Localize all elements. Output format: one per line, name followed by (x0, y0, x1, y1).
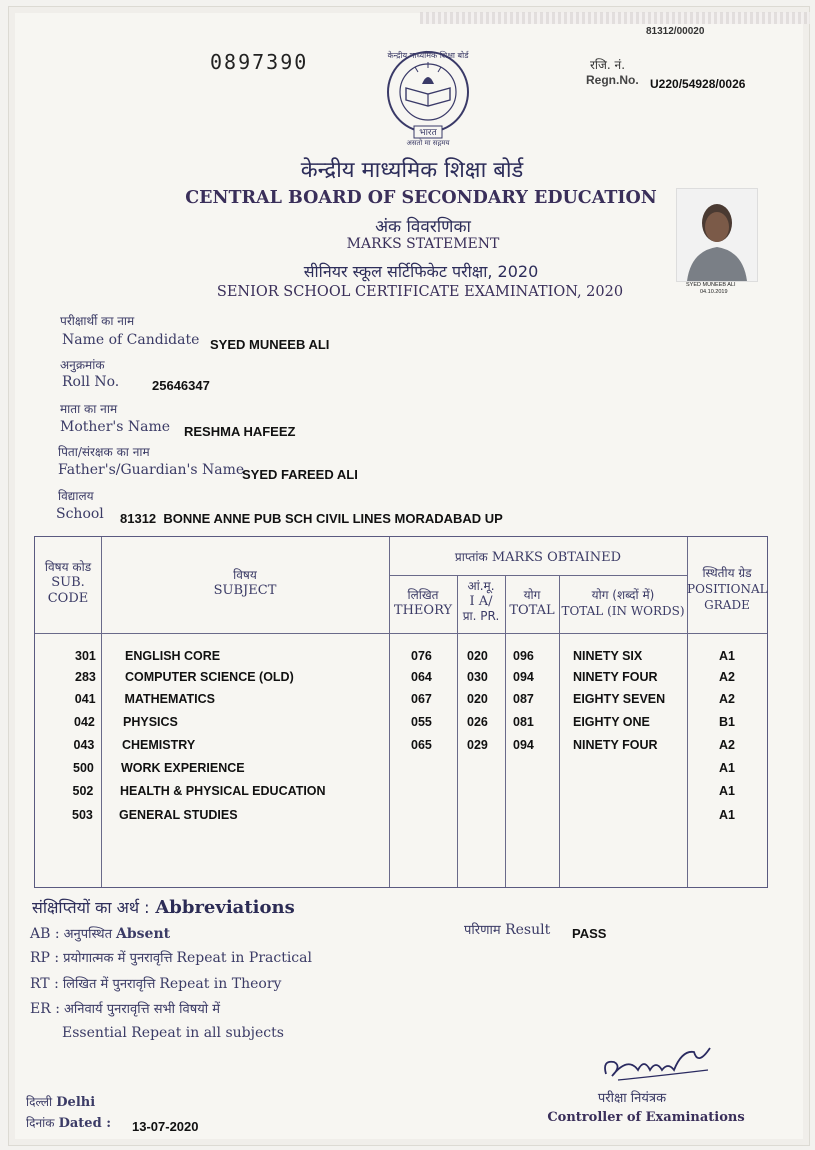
roll-label-hi: अनुक्रमांक (60, 358, 105, 372)
result-label: परिणाम Result (464, 922, 551, 938)
exam-title-hindi: सीनियर स्कूल सर्टिफिकेट परीक्षा, 2020 (303, 262, 539, 281)
cell-total: 081 (513, 715, 534, 729)
abbr-hindi: प्रयोगात्मक में पुनरावृत्ति (63, 951, 173, 966)
cell-ia: 020 (467, 649, 488, 663)
mother-label-hi: माता का नाम (60, 402, 118, 416)
cell-grade: B1 (719, 715, 735, 729)
cell-grade: A1 (719, 761, 735, 775)
abbr-key: RT : (30, 976, 59, 992)
abbreviation-item (30, 948, 312, 966)
school-label-hi: विद्यालय (58, 489, 94, 503)
cell-ia: 026 (467, 715, 488, 729)
cell-words: NINETY FOUR (573, 738, 658, 752)
top-code: 81312/00020 (646, 26, 705, 37)
statement-title-hindi: अंक विवरणिका (375, 217, 471, 237)
cell-name: GENERAL STUDIES (119, 808, 238, 822)
father-label-en: Father's/Guardian's Name (58, 462, 245, 478)
cell-name: ENGLISH CORE (125, 649, 221, 663)
abbreviations-title: संक्षिप्तियों का अर्थ : Abbreviations (32, 897, 295, 918)
cell-grade: A2 (719, 670, 735, 684)
board-name-english: CENTRAL BOARD OF SECONDARY EDUCATION (185, 188, 657, 208)
mother-label-en: Mother's Name (60, 419, 171, 435)
mother-name: RESHMA HAFEEZ (184, 424, 296, 439)
abbr-key: RP : (30, 950, 60, 966)
cell-ia: 029 (467, 738, 488, 752)
th-theory: लिखित THEORY (393, 588, 453, 618)
school-label-en: School (56, 506, 104, 522)
abbreviation-item (30, 924, 170, 942)
name-label-hi: परीक्षार्थी का नाम (60, 314, 135, 328)
cell-grade: A1 (719, 808, 735, 822)
cell-total: 094 (513, 738, 534, 752)
cell-theory: 067 (411, 692, 432, 706)
cell-code: 283 (75, 670, 96, 684)
abbr-key: AB : (30, 926, 60, 942)
cell-code: 301 (75, 649, 96, 663)
th-total: योग TOTAL (509, 588, 555, 618)
emblem-top-text: केन्द्रीय माध्यमिक शिक्षा बोर्ड (387, 51, 469, 60)
abbreviation-item (30, 999, 224, 1017)
cell-grade: A2 (719, 692, 735, 706)
paper-edge-pattern (420, 12, 810, 24)
cell-words: NINETY FOUR (573, 670, 658, 684)
th-ia-pr: आं.मू. I A/ प्रा. PR. (462, 579, 500, 623)
cell-words: EIGHTY SEVEN (573, 692, 666, 706)
controller-label-hi: परीक्षा नियंत्रक (597, 1091, 667, 1106)
roll-number: 25646347 (152, 378, 210, 393)
cell-theory: 076 (411, 649, 432, 663)
cell-ia: 030 (467, 670, 488, 684)
photo-caption-name: SYED MUNEEB ALI (686, 282, 736, 288)
roll-label-en: Roll No. (62, 374, 120, 390)
cell-code: 502 (72, 784, 94, 798)
cell-words: NINETY SIX (573, 649, 643, 663)
cell-theory: 055 (411, 715, 432, 729)
cell-total: 094 (513, 670, 534, 684)
candidate-name: SYED MUNEEB ALI (210, 337, 330, 352)
cell-words: EIGHTY ONE (573, 715, 650, 729)
controller-signature-icon (598, 1040, 718, 1088)
cell-theory: 064 (411, 670, 432, 684)
person-photo-icon (677, 189, 757, 281)
board-name-hindi: केन्द्रीय माध्यमिक शिक्षा बोर्ड (300, 158, 524, 183)
serial-number: 0897390 (210, 50, 309, 74)
statement-title-english: MARKS STATEMENT (346, 236, 500, 252)
abbr-english: Repeat in Practical (176, 950, 312, 966)
regn-label-hi: रजि. नं. (590, 58, 626, 72)
th-total-words: योग (शब्दों में) TOTAL (IN WORDS) (561, 588, 685, 618)
abbr-er-english: Essential Repeat in all subjects (62, 1025, 284, 1041)
exam-title-english: SENIOR SCHOOL CERTIFICATE EXAMINATION, 2020 (216, 284, 624, 300)
th-positional-grade: स्थितीय ग्रेड POSITIONAL GRADE (687, 566, 768, 612)
cell-name: COMPUTER SCIENCE (OLD) (125, 670, 294, 684)
cell-name: CHEMISTRY (122, 738, 196, 752)
place: दिल्ली Delhi (26, 1095, 96, 1110)
cell-code: 503 (72, 808, 93, 822)
photo-caption-date: 04.10.2019 (700, 289, 728, 295)
cell-name: HEALTH & PHYSICAL EDUCATION (120, 784, 326, 798)
father-label-hi: पिता/संरक्षक का नाम (58, 445, 150, 459)
abbr-english: Absent (116, 926, 171, 942)
th-subject: विषय SUBJECT (213, 568, 277, 598)
dated-label: दिनांक Dated : (26, 1116, 111, 1131)
cell-name: WORK EXPERIENCE (121, 761, 245, 775)
emblem-motto: असतो मा सद्गमय (406, 139, 450, 147)
emblem-bottom-text: भारत (419, 128, 437, 138)
cell-total: 096 (513, 649, 534, 663)
cell-ia: 020 (467, 692, 488, 706)
th-marks-obtained: प्राप्तांक MARKS OBTAINED (454, 550, 622, 565)
cell-code: 500 (73, 761, 94, 775)
cell-name: PHYSICS (123, 715, 178, 729)
regn-label-en: Regn.No. (586, 73, 639, 87)
cell-grade: A1 (719, 784, 735, 798)
school-name: 81312 BONNE ANNE PUB SCH CIVIL LINES MORADABAD UP (120, 511, 503, 526)
abbreviation-item (30, 974, 281, 992)
abbr-hindi: अनिवार्य पुनरावृत्ति सभी विषयो में (63, 1002, 221, 1017)
cell-code: 043 (73, 738, 95, 752)
abbr-key: ER : (30, 1001, 60, 1017)
cell-code: 042 (74, 715, 95, 729)
cell-theory: 065 (411, 738, 432, 752)
father-name: SYED FAREED ALI (242, 467, 358, 482)
candidate-photo (676, 188, 758, 282)
cell-grade: A1 (719, 649, 735, 663)
marks-table (34, 536, 768, 888)
name-label-en: Name of Candidate (62, 332, 200, 348)
cell-total: 087 (513, 692, 534, 706)
regn-number: U220/54928/0026 (650, 77, 746, 91)
abbr-hindi: अनुपस्थित (63, 927, 112, 942)
abbr-english: Repeat in Theory (159, 976, 282, 992)
cell-name: MATHEMATICS (124, 692, 215, 706)
cell-grade: A2 (719, 738, 735, 752)
cell-code: 041 (74, 692, 96, 706)
controller-label-en: Controller of Examinations (547, 1110, 745, 1125)
issue-date: 13-07-2020 (132, 1119, 199, 1134)
th-sub-code: विषय कोड SUB. CODE (44, 560, 92, 606)
abbr-hindi: लिखित में पुनरावृत्ति (62, 977, 156, 992)
result-value: PASS (572, 926, 607, 941)
